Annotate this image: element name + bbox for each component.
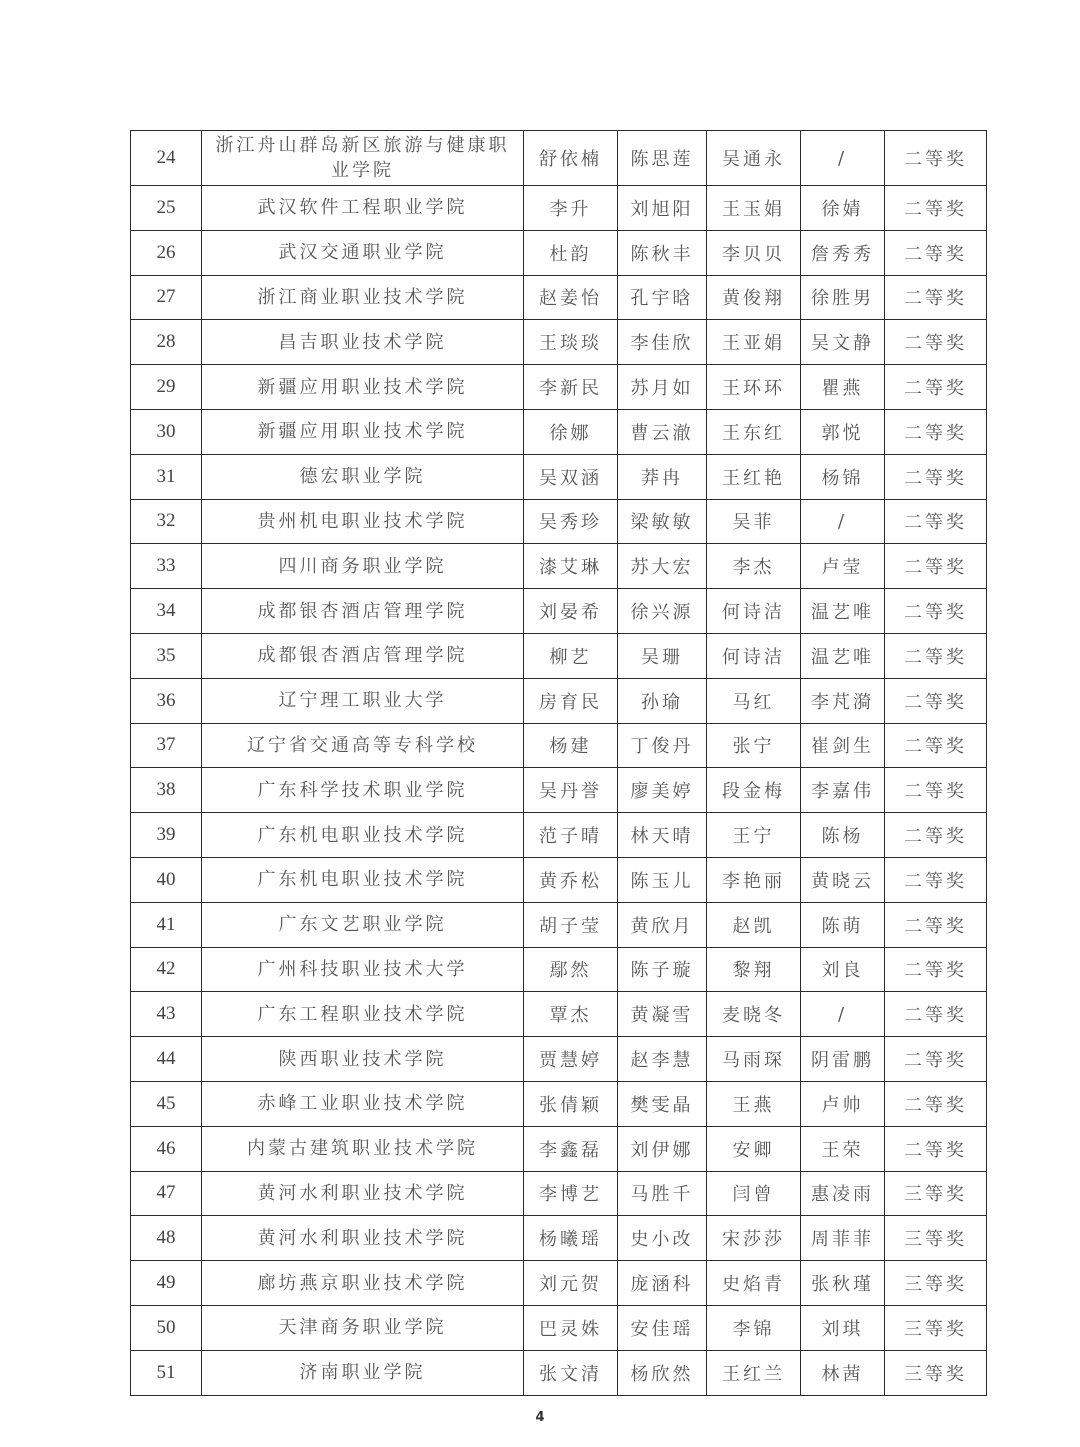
member-2-cell: 庞涵科	[618, 1261, 707, 1306]
member-3-cell: 史焰青	[707, 1261, 801, 1306]
member-3-cell: 王亚娟	[707, 320, 801, 365]
school-name-cell: 天津商务职业学院	[202, 1305, 524, 1350]
table-row	[131, 544, 987, 589]
school-name-cell: 广州科技职业技术大学	[202, 947, 524, 992]
member-2-cell: 樊雯晶	[618, 1081, 707, 1126]
member-4-cell: 李嘉伟	[801, 768, 885, 813]
member-1-cell: 漆艾琳	[524, 544, 618, 589]
member-4-cell: 徐婧	[801, 186, 885, 231]
award-level-cell: 二等奖	[885, 768, 987, 813]
school-name-cell: 广东文艺职业学院	[202, 902, 524, 947]
table-row	[131, 723, 987, 768]
school-name-cell: 德宏职业学院	[202, 454, 524, 499]
member-1-cell: 李鑫磊	[524, 1126, 618, 1171]
member-4-cell: 徐胜男	[801, 275, 885, 320]
member-3-cell: 宋莎莎	[707, 1216, 801, 1261]
member-2-cell: 黄凝雪	[618, 992, 707, 1037]
school-name-cell: 黄河水利职业技术学院	[202, 1171, 524, 1216]
award-level-cell: 二等奖	[885, 131, 987, 186]
member-2-cell: 李佳欣	[618, 320, 707, 365]
member-1-cell: 巴灵姝	[524, 1305, 618, 1350]
member-4-cell: /	[801, 131, 885, 186]
member-3-cell: 王宁	[707, 813, 801, 858]
member-3-cell: 王红兰	[707, 1350, 801, 1395]
member-4-cell: 李芃漪	[801, 678, 885, 723]
school-name-cell: 广东工程职业技术学院	[202, 992, 524, 1037]
table-row	[131, 365, 987, 410]
row-number-cell: 38	[131, 768, 202, 813]
school-name-cell: 赤峰工业职业技术学院	[202, 1081, 524, 1126]
school-name-cell: 广东机电职业技术学院	[202, 813, 524, 858]
school-name-cell: 贵州机电职业技术学院	[202, 499, 524, 544]
row-number-cell: 37	[131, 723, 202, 768]
table-row	[131, 1126, 987, 1171]
row-number-cell: 42	[131, 947, 202, 992]
school-name-cell: 武汉软件工程职业学院	[202, 186, 524, 231]
member-4-cell: 黄晓云	[801, 857, 885, 902]
member-3-cell: 王燕	[707, 1081, 801, 1126]
member-4-cell: /	[801, 499, 885, 544]
member-1-cell: 覃杰	[524, 992, 618, 1037]
member-4-cell: 刘良	[801, 947, 885, 992]
row-number-cell: 41	[131, 902, 202, 947]
school-name-cell: 昌吉职业技术学院	[202, 320, 524, 365]
member-1-cell: 刘元贺	[524, 1261, 618, 1306]
school-name-cell: 辽宁省交通高等专科学校	[202, 723, 524, 768]
row-number-cell: 27	[131, 275, 202, 320]
member-3-cell: 段金梅	[707, 768, 801, 813]
member-4-cell: 周菲菲	[801, 1216, 885, 1261]
member-1-cell: 杨建	[524, 723, 618, 768]
award-level-cell: 二等奖	[885, 1081, 987, 1126]
row-number-cell: 47	[131, 1171, 202, 1216]
member-2-cell: 徐兴源	[618, 589, 707, 634]
award-level-cell: 二等奖	[885, 902, 987, 947]
member-4-cell: 卢帅	[801, 1081, 885, 1126]
member-2-cell: 赵李慧	[618, 1037, 707, 1082]
table-row	[131, 1037, 987, 1082]
member-1-cell: 贾慧婷	[524, 1037, 618, 1082]
row-number-cell: 46	[131, 1126, 202, 1171]
member-3-cell: 何诗洁	[707, 589, 801, 634]
member-2-cell: 曹云澈	[618, 409, 707, 454]
member-1-cell: 张文清	[524, 1350, 618, 1395]
table-row	[131, 902, 987, 947]
table-row	[131, 1305, 987, 1350]
member-4-cell: 林茜	[801, 1350, 885, 1395]
table-row	[131, 1261, 987, 1306]
table-row	[131, 1350, 987, 1395]
award-level-cell: 二等奖	[885, 409, 987, 454]
table-row	[131, 320, 987, 365]
member-2-cell: 马胜千	[618, 1171, 707, 1216]
award-level-cell: 三等奖	[885, 1261, 987, 1306]
row-number-cell: 45	[131, 1081, 202, 1126]
table-row	[131, 275, 987, 320]
member-4-cell: 惠凌雨	[801, 1171, 885, 1216]
table-row	[131, 1081, 987, 1126]
table-row	[131, 1171, 987, 1216]
award-level-cell: 二等奖	[885, 275, 987, 320]
row-number-cell: 33	[131, 544, 202, 589]
member-1-cell: 赵姜怡	[524, 275, 618, 320]
member-4-cell: 吴文静	[801, 320, 885, 365]
award-level-cell: 二等奖	[885, 499, 987, 544]
award-level-cell: 二等奖	[885, 1037, 987, 1082]
member-2-cell: 黄欣月	[618, 902, 707, 947]
member-2-cell: 梁敏敏	[618, 499, 707, 544]
row-number-cell: 48	[131, 1216, 202, 1261]
award-level-cell: 二等奖	[885, 454, 987, 499]
table-row	[131, 409, 987, 454]
member-1-cell: 刘晏希	[524, 589, 618, 634]
row-number-cell: 32	[131, 499, 202, 544]
member-2-cell: 丁俊丹	[618, 723, 707, 768]
member-1-cell: 杨曦瑶	[524, 1216, 618, 1261]
member-4-cell: 温艺唯	[801, 589, 885, 634]
member-3-cell: 黄俊翔	[707, 275, 801, 320]
row-number-cell: 40	[131, 857, 202, 902]
school-name-cell: 广东科学技术职业学院	[202, 768, 524, 813]
school-name-cell: 成都银杏酒店管理学院	[202, 589, 524, 634]
awards-table-body	[131, 131, 987, 1396]
row-number-cell: 26	[131, 230, 202, 275]
row-number-cell: 28	[131, 320, 202, 365]
row-number-cell: 50	[131, 1305, 202, 1350]
member-2-cell: 孙瑜	[618, 678, 707, 723]
member-3-cell: 李贝贝	[707, 230, 801, 275]
award-level-cell: 二等奖	[885, 992, 987, 1037]
member-4-cell: 崔剑生	[801, 723, 885, 768]
table-row	[131, 813, 987, 858]
member-3-cell: 吴菲	[707, 499, 801, 544]
award-level-cell: 二等奖	[885, 723, 987, 768]
member-1-cell: 鄢然	[524, 947, 618, 992]
member-1-cell: 柳艺	[524, 633, 618, 678]
member-3-cell: 赵凯	[707, 902, 801, 947]
member-4-cell: 卢莹	[801, 544, 885, 589]
table-row	[131, 186, 987, 231]
member-2-cell: 刘旭阳	[618, 186, 707, 231]
member-4-cell: 张秋瑾	[801, 1261, 885, 1306]
school-name-cell: 新疆应用职业技术学院	[202, 409, 524, 454]
table-row	[131, 678, 987, 723]
member-4-cell: 瞿燕	[801, 365, 885, 410]
award-level-cell: 三等奖	[885, 1171, 987, 1216]
member-1-cell: 胡子莹	[524, 902, 618, 947]
table-row	[131, 857, 987, 902]
award-level-cell: 二等奖	[885, 947, 987, 992]
member-4-cell: /	[801, 992, 885, 1037]
member-4-cell: 杨锦	[801, 454, 885, 499]
member-1-cell: 黄乔松	[524, 857, 618, 902]
award-level-cell: 二等奖	[885, 1126, 987, 1171]
member-3-cell: 王环环	[707, 365, 801, 410]
member-1-cell: 王琰琰	[524, 320, 618, 365]
member-3-cell: 闫曾	[707, 1171, 801, 1216]
member-3-cell: 马红	[707, 678, 801, 723]
row-number-cell: 44	[131, 1037, 202, 1082]
member-1-cell: 张倩颖	[524, 1081, 618, 1126]
member-2-cell: 莽冉	[618, 454, 707, 499]
member-3-cell: 王玉娟	[707, 186, 801, 231]
member-3-cell: 王红艳	[707, 454, 801, 499]
table-row	[131, 589, 987, 634]
school-name-cell: 成都银杏酒店管理学院	[202, 633, 524, 678]
member-1-cell: 李新民	[524, 365, 618, 410]
member-2-cell: 史小改	[618, 1216, 707, 1261]
member-4-cell: 陈杨	[801, 813, 885, 858]
member-2-cell: 陈玉儿	[618, 857, 707, 902]
school-name-cell: 黄河水利职业技术学院	[202, 1216, 524, 1261]
award-level-cell: 二等奖	[885, 544, 987, 589]
member-2-cell: 苏月如	[618, 365, 707, 410]
member-1-cell: 吴双涵	[524, 454, 618, 499]
member-1-cell: 徐娜	[524, 409, 618, 454]
school-name-cell: 新疆应用职业技术学院	[202, 365, 524, 410]
member-3-cell: 马雨琛	[707, 1037, 801, 1082]
school-name-cell: 济南职业学院	[202, 1350, 524, 1395]
school-name-cell: 浙江商业职业技术学院	[202, 275, 524, 320]
award-level-cell: 二等奖	[885, 813, 987, 858]
member-2-cell: 陈子璇	[618, 947, 707, 992]
member-4-cell: 阴雷鹏	[801, 1037, 885, 1082]
page-number: 4	[535, 1410, 545, 1425]
member-1-cell: 李升	[524, 186, 618, 231]
award-level-cell: 二等奖	[885, 230, 987, 275]
table-row	[131, 633, 987, 678]
school-name-cell: 广东机电职业技术学院	[202, 857, 524, 902]
school-name-cell: 廊坊燕京职业技术学院	[202, 1261, 524, 1306]
row-number-cell: 25	[131, 186, 202, 231]
award-level-cell: 二等奖	[885, 589, 987, 634]
member-3-cell: 张宁	[707, 723, 801, 768]
award-level-cell: 三等奖	[885, 1216, 987, 1261]
member-4-cell: 陈萌	[801, 902, 885, 947]
school-name-cell: 陕西职业技术学院	[202, 1037, 524, 1082]
row-number-cell: 49	[131, 1261, 202, 1306]
row-number-cell: 29	[131, 365, 202, 410]
member-4-cell: 刘琪	[801, 1305, 885, 1350]
table-row	[131, 1216, 987, 1261]
row-number-cell: 35	[131, 633, 202, 678]
member-3-cell: 吴通永	[707, 131, 801, 186]
school-name-cell: 浙江舟山群岛新区旅游与健康职业学院	[202, 131, 524, 186]
row-number-cell: 24	[131, 131, 202, 186]
award-level-cell: 三等奖	[885, 1350, 987, 1395]
member-1-cell: 吴丹誉	[524, 768, 618, 813]
member-2-cell: 陈思莲	[618, 131, 707, 186]
member-3-cell: 李锦	[707, 1305, 801, 1350]
member-4-cell: 温艺唯	[801, 633, 885, 678]
member-2-cell: 安佳瑶	[618, 1305, 707, 1350]
member-1-cell: 房育民	[524, 678, 618, 723]
member-3-cell: 麦晓冬	[707, 992, 801, 1037]
awards-table	[130, 130, 987, 1396]
member-3-cell: 黎翔	[707, 947, 801, 992]
member-3-cell: 安卿	[707, 1126, 801, 1171]
school-name-cell: 四川商务职业学院	[202, 544, 524, 589]
member-3-cell: 李艳丽	[707, 857, 801, 902]
member-1-cell: 李博艺	[524, 1171, 618, 1216]
award-level-cell: 二等奖	[885, 365, 987, 410]
row-number-cell: 51	[131, 1350, 202, 1395]
member-1-cell: 杜韵	[524, 230, 618, 275]
member-2-cell: 杨欣然	[618, 1350, 707, 1395]
member-2-cell: 林天晴	[618, 813, 707, 858]
award-level-cell: 二等奖	[885, 678, 987, 723]
table-row	[131, 454, 987, 499]
row-number-cell: 31	[131, 454, 202, 499]
school-name-cell: 内蒙古建筑职业技术学院	[202, 1126, 524, 1171]
member-4-cell: 詹秀秀	[801, 230, 885, 275]
award-level-cell: 二等奖	[885, 186, 987, 231]
row-number-cell: 36	[131, 678, 202, 723]
school-name-cell: 辽宁理工职业大学	[202, 678, 524, 723]
row-number-cell: 39	[131, 813, 202, 858]
member-1-cell: 舒依楠	[524, 131, 618, 186]
table-row	[131, 499, 987, 544]
member-4-cell: 郭悦	[801, 409, 885, 454]
member-2-cell: 吴珊	[618, 633, 707, 678]
member-4-cell: 王荣	[801, 1126, 885, 1171]
table-row	[131, 768, 987, 813]
row-number-cell: 30	[131, 409, 202, 454]
member-3-cell: 王东红	[707, 409, 801, 454]
member-3-cell: 李杰	[707, 544, 801, 589]
award-level-cell: 三等奖	[885, 1305, 987, 1350]
row-number-cell: 43	[131, 992, 202, 1037]
member-1-cell: 范子晴	[524, 813, 618, 858]
award-level-cell: 二等奖	[885, 633, 987, 678]
table-row	[131, 230, 987, 275]
member-1-cell: 吴秀珍	[524, 499, 618, 544]
award-level-cell: 二等奖	[885, 320, 987, 365]
member-2-cell: 孔宇晗	[618, 275, 707, 320]
member-2-cell: 陈秋丰	[618, 230, 707, 275]
table-row	[131, 947, 987, 992]
member-2-cell: 苏大宏	[618, 544, 707, 589]
member-2-cell: 廖美婷	[618, 768, 707, 813]
member-2-cell: 刘伊娜	[618, 1126, 707, 1171]
table-row	[131, 992, 987, 1037]
member-3-cell: 何诗洁	[707, 633, 801, 678]
table-row	[131, 131, 987, 186]
school-name-cell: 武汉交通职业学院	[202, 230, 524, 275]
row-number-cell: 34	[131, 589, 202, 634]
award-level-cell: 二等奖	[885, 857, 987, 902]
